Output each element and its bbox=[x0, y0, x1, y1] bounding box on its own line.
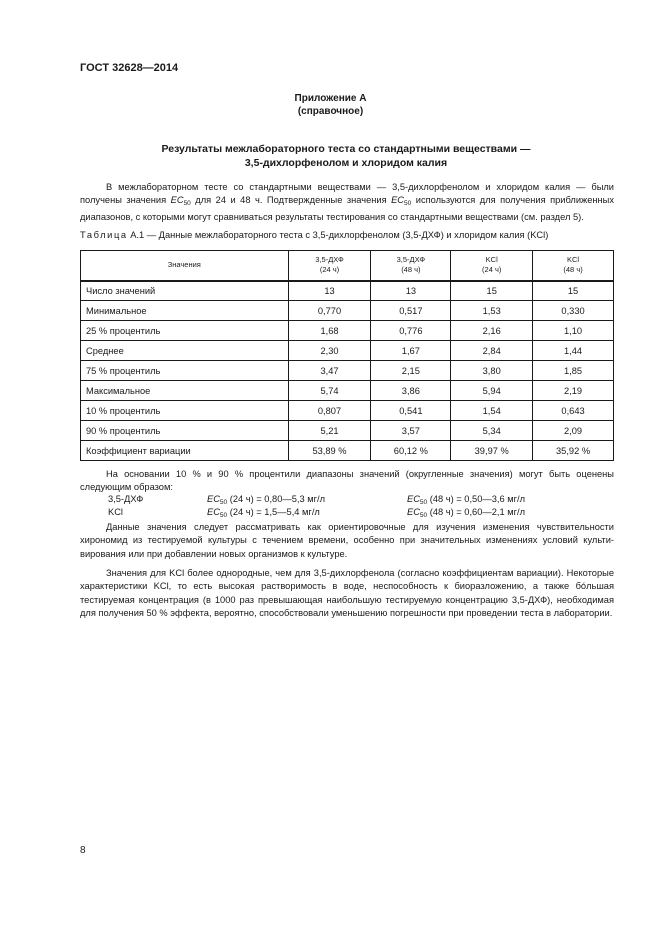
results-title bbox=[0, 142, 661, 170]
cell-kcl-48: 2,09 bbox=[533, 421, 614, 441]
cell-kcl-24: 39,97 % bbox=[451, 441, 533, 461]
appendix-title: Приложение А bbox=[294, 93, 367, 104]
cell-dcp-24: 5,21 bbox=[288, 421, 371, 441]
row-label: 75 % процентиль bbox=[81, 361, 289, 381]
cell-kcl-48: 2,19 bbox=[533, 381, 614, 401]
header-dcp-48-name: 3,5-ДХФ bbox=[396, 255, 426, 265]
ec-subscript: 50 bbox=[404, 200, 412, 208]
range-kcl-48 bbox=[407, 507, 525, 519]
cell-dcp-24: 2,30 bbox=[288, 341, 371, 361]
cell-kcl-24: 3,80 bbox=[451, 361, 533, 381]
row-label: Среднее bbox=[81, 341, 289, 361]
range-dcp-48 bbox=[407, 494, 525, 506]
row-label: Минимальное bbox=[81, 301, 289, 321]
ec-symbol: EC bbox=[207, 507, 220, 517]
results-title-line2: 3,5-дихлорфенолом и хлоридом калия bbox=[244, 157, 448, 169]
cell-kcl-24: 1,54 bbox=[451, 401, 533, 421]
cell-kcl-48: 1,85 bbox=[533, 361, 614, 381]
basis-paragraph: На основании 10 % и 90 % процентили диапазоны значений (округленные значения) могут быть оценены следующим образом: bbox=[80, 469, 614, 493]
ec-symbol: EC bbox=[407, 494, 420, 504]
ec-subscript: 50 bbox=[419, 512, 428, 519]
note-paragraph-1: Данные значения следует рассматривать как ориентировочные для изучения изменения чувствительности хирономид из тестируемой культуры с течением времени, особенно при значительных изменениях условий культивирования или при добавлении новых организмов к культуре. bbox=[80, 522, 614, 559]
table-row bbox=[81, 401, 614, 421]
cell-kcl-24: 15 bbox=[451, 281, 533, 301]
range-dcp-48-text: (48 ч) = 0,50—3,6 мг/л bbox=[429, 494, 525, 504]
appendix-heading bbox=[0, 92, 661, 118]
header-dcp-24-name: 3,5-ДХФ bbox=[315, 255, 344, 265]
table-row bbox=[81, 281, 614, 301]
cell-kcl-48: 35,92 % bbox=[533, 441, 614, 461]
page-number: 8 bbox=[80, 845, 86, 856]
cell-kcl-48: 1,10 bbox=[533, 321, 614, 341]
range-dcp-24 bbox=[207, 494, 325, 506]
ec-subscript: 50 bbox=[419, 499, 428, 506]
cell-dcp-48: 0,776 bbox=[371, 321, 451, 341]
intro-part2: для 24 и 48 ч. Подтвержденные значения bbox=[195, 195, 387, 206]
header-kcl-48-time: (48 ч) bbox=[563, 265, 583, 275]
results-title-line1: Результаты межлабораторного теста со стандартными веществами — bbox=[161, 143, 531, 155]
cell-dcp-24: 5,74 bbox=[288, 381, 371, 401]
cell-dcp-24: 13 bbox=[288, 281, 371, 301]
cell-dcp-48: 0,517 bbox=[371, 301, 451, 321]
row-label: Максимальное bbox=[81, 381, 289, 401]
cell-dcp-48: 3,86 bbox=[371, 381, 451, 401]
header-dcp-24 bbox=[288, 251, 371, 281]
data-table bbox=[80, 250, 614, 461]
cell-kcl-24: 5,94 bbox=[451, 381, 533, 401]
note-paragraph-2: Значения для KCl более однородные, чем для 3,5-дихлорфенола (согласно коэффициентам вариации). Некоторые характеристики KCl, то есть высокая растворимость в воде, неспособность к биоразложению, а также бóльшая тестируемая концентрация (в 1000 раз превышающая наибольшую тестируемую концентрацию 3,5-ДХФ), необходимая для получения 50 % эффекта, вероятно, способствовали уменьшению погрешности при проведении теста в лаборатории. bbox=[80, 568, 614, 619]
intro-part3: используются для получения приближенных диапазонов, с которыми могут сравниваться результаты тестирования со стандартными веществами (см. раздел 5). bbox=[80, 195, 614, 222]
cell-dcp-48: 60,12 % bbox=[371, 441, 451, 461]
row-label: Коэффициент вариации bbox=[81, 441, 289, 461]
cell-dcp-24: 1,68 bbox=[288, 321, 371, 341]
header-kcl-24 bbox=[451, 251, 533, 281]
range-dcp-24-text: (24 ч) = 0,80—5,3 мг/л bbox=[229, 494, 325, 504]
range-kcl-name: KCl bbox=[108, 507, 123, 517]
standard-number: ГОСТ 32628—2014 bbox=[80, 62, 179, 74]
header-dcp-48 bbox=[371, 251, 451, 281]
header-dcp-24-time: (24 ч) bbox=[319, 265, 340, 275]
range-kcl-24 bbox=[207, 507, 320, 519]
cell-kcl-24: 2,84 bbox=[451, 341, 533, 361]
intro-paragraph bbox=[80, 181, 614, 224]
range-kcl-48-text: (48 ч) = 0,60—2,1 мг/л bbox=[429, 507, 525, 517]
cell-kcl-24: 5,34 bbox=[451, 421, 533, 441]
table-row bbox=[81, 441, 614, 461]
ec-symbol: EC bbox=[407, 507, 420, 517]
range-dcp-name: 3,5-ДХФ bbox=[108, 494, 144, 504]
ec-subscript: 50 bbox=[219, 512, 228, 519]
table-row bbox=[81, 321, 614, 341]
range-kcl-24-text: (24 ч) = 1,5—5,4 мг/л bbox=[229, 507, 320, 517]
ec-subscript: 50 bbox=[183, 200, 191, 208]
table-header-row bbox=[81, 251, 614, 281]
ec-symbol: EC bbox=[391, 195, 405, 206]
header-kcl-48 bbox=[533, 251, 614, 281]
cell-dcp-24: 3,47 bbox=[288, 361, 371, 381]
header-values: Значения bbox=[81, 251, 289, 281]
table-row bbox=[81, 381, 614, 401]
cell-dcp-24: 53,89 % bbox=[288, 441, 371, 461]
cell-kcl-24: 2,16 bbox=[451, 321, 533, 341]
cell-dcp-24: 0,770 bbox=[288, 301, 371, 321]
table-row bbox=[81, 421, 614, 441]
header-dcp-48-time: (48 ч) bbox=[401, 265, 421, 275]
row-label: 25 % процентиль bbox=[81, 321, 289, 341]
cell-dcp-48: 3,57 bbox=[371, 421, 451, 441]
cell-dcp-48: 0,541 bbox=[371, 401, 451, 421]
ec-subscript: 50 bbox=[219, 499, 228, 506]
row-label: Число значений bbox=[81, 281, 289, 301]
ec-symbol: EC bbox=[207, 494, 220, 504]
appendix-subtitle: (справочное) bbox=[297, 106, 364, 117]
cell-kcl-48: 0,330 bbox=[533, 301, 614, 321]
cell-dcp-48: 13 bbox=[371, 281, 451, 301]
header-kcl-24-time: (24 ч) bbox=[482, 265, 502, 275]
cell-kcl-24: 1,53 bbox=[451, 301, 533, 321]
cell-dcp-48: 1,67 bbox=[371, 341, 451, 361]
header-kcl-48-name: KCl bbox=[567, 255, 580, 265]
table-row bbox=[81, 341, 614, 361]
row-label: 90 % процентиль bbox=[81, 421, 289, 441]
cell-kcl-48: 1,44 bbox=[533, 341, 614, 361]
ec-symbol: EC bbox=[170, 195, 184, 206]
table-row bbox=[81, 361, 614, 381]
header-kcl-24-name: KCl bbox=[485, 255, 498, 265]
table-caption-text: А.1 — Данные межлабораторного теста с 3,5-дихлорфенолом (3,5-ДХФ) и хлоридом калия (KCl) bbox=[130, 230, 549, 240]
cell-kcl-48: 0,643 bbox=[533, 401, 614, 421]
cell-dcp-48: 2,15 bbox=[371, 361, 451, 381]
table-caption-label: Таблица bbox=[80, 230, 128, 240]
cell-dcp-24: 0,807 bbox=[288, 401, 371, 421]
table-row bbox=[81, 301, 614, 321]
table-caption bbox=[80, 230, 548, 240]
intro-part1: В межлабораторном тесте со стандартными веществами — 3,5-дихлорфенолом и хлоридом калия — были получены значения bbox=[80, 182, 614, 206]
row-label: 10 % процентиль bbox=[81, 401, 289, 421]
cell-kcl-48: 15 bbox=[533, 281, 614, 301]
